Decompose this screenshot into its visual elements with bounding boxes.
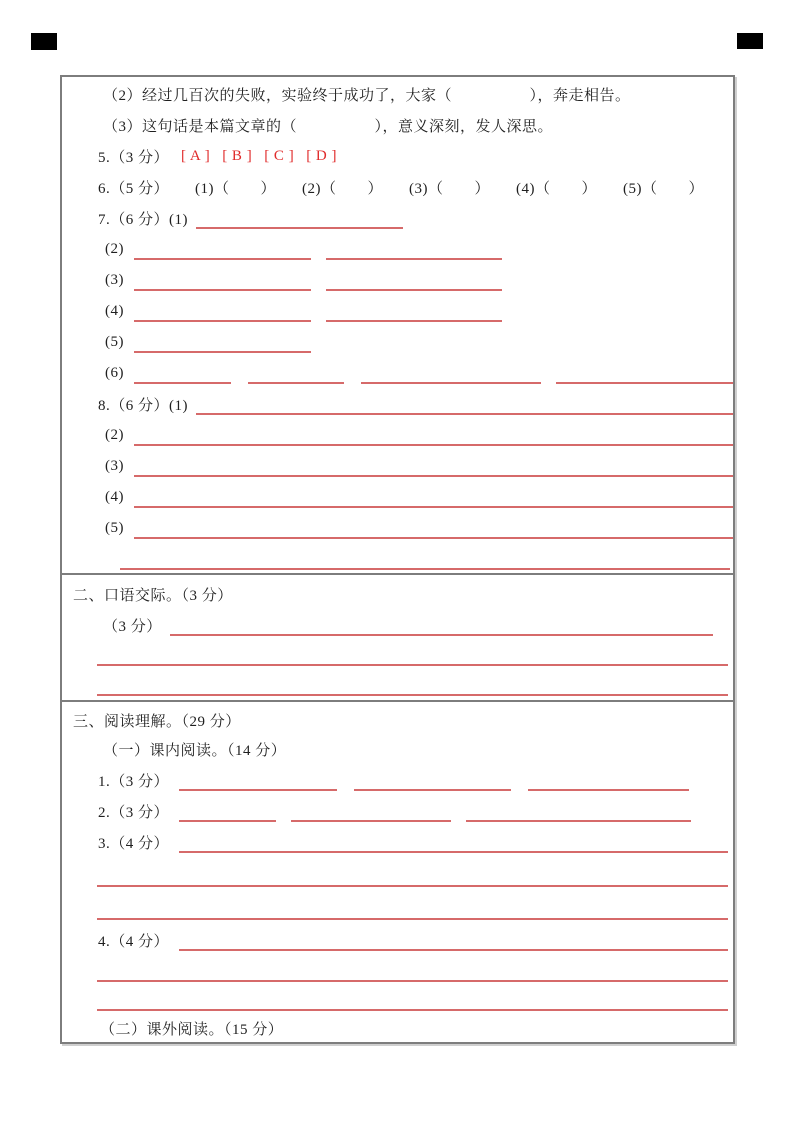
answer-blank[interactable] [326, 289, 502, 291]
answer-blank[interactable] [466, 820, 691, 822]
reading-question-1 [62, 765, 733, 796]
reading-question-4 [62, 925, 733, 956]
sub-label: (3) [105, 272, 124, 288]
question-7-sub-3 [62, 265, 733, 296]
answer-blank[interactable] [248, 382, 344, 384]
question-6-item-2[interactable]: (2)（ ） [302, 181, 384, 197]
sub-label: (2) [105, 241, 124, 257]
sentence-3-text: （3）这句话是本篇文章的（ ），意义深刻，发人深思。 [103, 119, 554, 135]
answer-blank[interactable] [196, 227, 403, 229]
sub-label: (5) [105, 334, 124, 350]
question-6-item-5[interactable]: (5)（ ） [623, 181, 705, 197]
question-3-extra-line [62, 892, 733, 925]
section-2-heading: 二、口语交际。（3 分） [73, 587, 233, 604]
question-6-label: 6.（5 分） [98, 181, 170, 197]
section-reading-comprehension [62, 702, 733, 1042]
answer-sheet [60, 75, 735, 1044]
question-7-sub-6 [62, 358, 733, 389]
answer-blank[interactable] [134, 289, 311, 291]
section-2-extra-line [62, 671, 733, 701]
question-4-label: 4.（4 分） [98, 934, 170, 950]
answer-blank[interactable] [179, 949, 728, 951]
question-7-sub-1 [62, 203, 733, 234]
answer-blank[interactable] [179, 789, 337, 791]
answer-blank[interactable] [528, 789, 689, 791]
answer-blank[interactable] [556, 382, 733, 384]
part-1-subheading-row [62, 734, 733, 765]
sub-label: (4) [105, 303, 124, 319]
question-6-item-3[interactable]: (3)（ ） [409, 181, 491, 197]
answer-blank[interactable] [134, 506, 733, 508]
answer-blank[interactable] [134, 475, 733, 477]
sub-label: (6) [105, 365, 124, 381]
sub-label: (5) [105, 520, 124, 536]
reading-question-2 [62, 796, 733, 827]
option-bracket-c[interactable]: [ C ] [264, 148, 295, 164]
section-3-heading: 三、阅读理解。（29 分） [73, 713, 241, 730]
question-3-extra-line [62, 858, 733, 892]
answer-blank[interactable] [170, 634, 713, 636]
part-1-subheading: （一）课内阅读。（14 分） [103, 743, 287, 759]
sentence-2-text: （2）经过几百次的失败，实验终于成功了，大家（ ），奔走相告。 [103, 88, 631, 104]
answer-blank[interactable] [196, 413, 733, 415]
question-4-extra-line [62, 987, 733, 1016]
question-7-sub-2 [62, 234, 733, 265]
reading-question-3 [62, 827, 733, 858]
section-2-answer-row [62, 609, 733, 641]
answer-blank[interactable] [291, 820, 451, 822]
score-label: （3 分） [103, 618, 162, 635]
answer-blank[interactable] [120, 568, 730, 570]
question-8-sub-5 [62, 513, 733, 544]
answer-blank[interactable] [97, 980, 728, 982]
question-3-label: 3.（4 分） [98, 836, 170, 852]
question-8-sub-1 [62, 389, 733, 420]
section-part1-answers [62, 77, 733, 575]
sub-label: (3) [105, 458, 124, 474]
sub-label: (2) [105, 427, 124, 443]
question-6-item-1[interactable]: (1)（ ） [195, 181, 277, 197]
answer-blank[interactable] [134, 444, 733, 446]
answer-blank[interactable] [97, 694, 728, 696]
question-8-sub-4 [62, 482, 733, 513]
option-bracket-b[interactable]: [ B ] [222, 148, 253, 164]
question-8-extra-line [62, 544, 733, 575]
sub-label: (4) [105, 489, 124, 505]
answer-blank[interactable] [97, 1009, 728, 1011]
part-2-subheading-row [62, 1016, 733, 1040]
part-2-subheading: （二）课外阅读。（15 分） [100, 1021, 284, 1038]
question-7-sub-5 [62, 327, 733, 358]
section-3-heading-row [62, 706, 733, 734]
answer-blank[interactable] [326, 258, 502, 260]
answer-blank[interactable] [134, 258, 311, 260]
question-8-sub-2 [62, 420, 733, 451]
answer-blank[interactable] [134, 537, 733, 539]
question-5-label: 5.（3 分） [98, 150, 170, 166]
section-2-heading-row [62, 579, 733, 609]
answer-blank[interactable] [134, 320, 311, 322]
answer-blank[interactable] [354, 789, 511, 791]
answer-blank[interactable] [97, 885, 728, 887]
answer-blank[interactable] [361, 382, 541, 384]
registration-mark-right [737, 33, 763, 49]
answer-blank[interactable] [97, 664, 728, 666]
question-5-row [62, 141, 733, 172]
answer-blank[interactable] [179, 851, 728, 853]
section-2-extra-line [62, 641, 733, 671]
question-4-extra-line [62, 956, 733, 987]
option-bracket-d[interactable]: [ D ] [306, 148, 338, 164]
question-1-label: 1.（3 分） [98, 774, 170, 790]
option-bracket-a[interactable]: [ A ] [181, 148, 211, 164]
fill-in-sentence-2 [62, 79, 733, 110]
answer-blank[interactable] [134, 382, 231, 384]
question-6-row [62, 172, 733, 203]
question-8-sub-3 [62, 451, 733, 482]
answer-blank[interactable] [97, 918, 728, 920]
fill-in-sentence-3 [62, 110, 733, 141]
question-8-label: 8.（6 分）(1) [98, 398, 188, 414]
answer-blank[interactable] [179, 820, 276, 822]
question-7-label: 7.（6 分）(1) [98, 212, 188, 228]
section-oral-communication [62, 575, 733, 702]
question-6-item-4[interactable]: (4)（ ） [516, 181, 598, 197]
answer-blank[interactable] [326, 320, 502, 322]
question-7-sub-4 [62, 296, 733, 327]
question-2-label: 2.（3 分） [98, 805, 170, 821]
registration-mark-left [31, 33, 57, 50]
answer-blank[interactable] [134, 351, 311, 353]
